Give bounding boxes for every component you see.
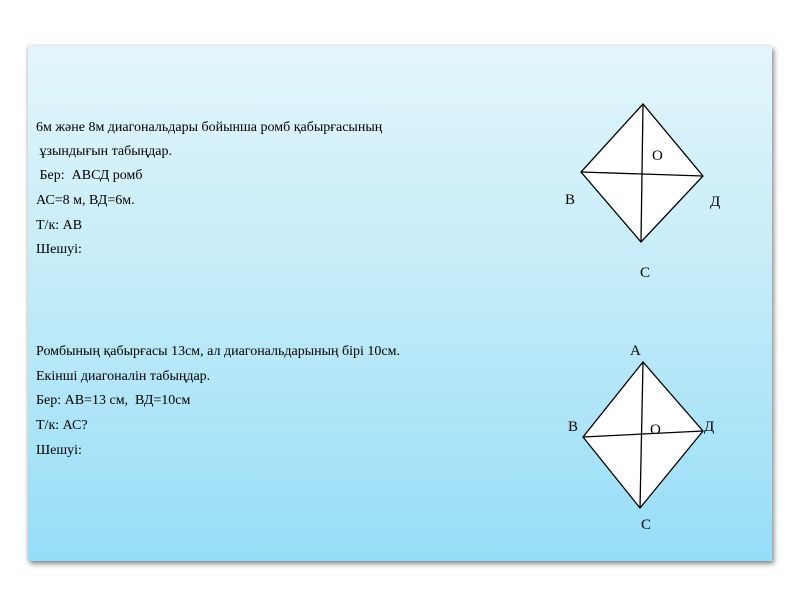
figure2-label-c: С (641, 517, 652, 533)
rhombus-figure-2 (28, 46, 772, 561)
figure2-label-o: О (650, 422, 661, 438)
figure2-label-b: В (568, 419, 579, 435)
problem2-line-4: Т/к: АС? (36, 418, 88, 433)
figure1-label-c: С (640, 265, 651, 281)
figure1-label-b: В (565, 192, 576, 208)
problem1-line-4: АС=8 м, ВД=6м. (36, 193, 135, 208)
figure1-label-o: О (652, 148, 663, 164)
problem2-line-3: Бер: АВ=13 см, ВД=10см (36, 393, 191, 408)
figure2-label-a: А (630, 343, 641, 359)
problem1-line-1: 6м және 8м диагональдары бойынша ромб қабырғасының (36, 120, 383, 135)
problem1-line-6: Шешуі: (36, 242, 82, 257)
problem2-line-1: Ромбының қабырғасы 13см, ал диагональдарының бірі 10см. (36, 344, 400, 359)
slide-background (28, 46, 772, 561)
problem2-line-5: Шешуі: (36, 443, 82, 458)
problem1-line-3: Бер: АВСД ромб (36, 168, 143, 183)
problem1-line-5: Т/к: АВ (36, 218, 83, 233)
problem2-line-2: Екінші диагоналін табыңдар. (36, 369, 211, 384)
figure1-label-d: Д (710, 194, 721, 210)
problem1-line-2: ұзындығын табыңдар. (36, 144, 172, 159)
figure2-label-d: Д (704, 419, 715, 435)
